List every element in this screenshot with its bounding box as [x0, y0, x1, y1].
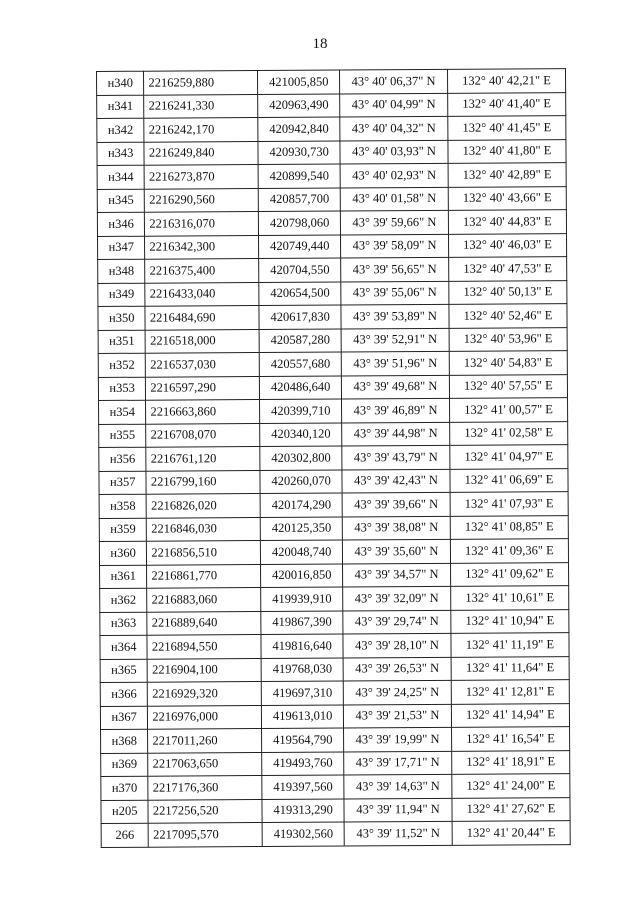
- table-row: [97, 210, 566, 236]
- point-name-cell: н353: [98, 377, 146, 401]
- longitude-cell: 132° 41' 12,81" E: [451, 680, 569, 704]
- y-coordinate-cell: 419397,560: [262, 775, 344, 799]
- y-coordinate-cell: 420016,850: [261, 564, 343, 588]
- longitude-cell: 132° 41' 00,57" E: [449, 398, 567, 422]
- x-coordinate-cell: 2216883,060: [147, 588, 261, 612]
- latitude-cell: 43° 40' 02,93" N: [340, 163, 448, 187]
- longitude-cell: 132° 41' 11,64" E: [451, 656, 569, 680]
- latitude-cell: 43° 39' 51,96" N: [341, 351, 449, 375]
- table-row: [101, 774, 570, 800]
- latitude-cell: 43° 39' 21,53" N: [343, 704, 451, 728]
- longitude-cell: 132° 41' 08,85" E: [450, 515, 568, 539]
- latitude-cell: 43° 39' 11,52" N: [344, 821, 452, 845]
- table-row: [99, 445, 568, 471]
- x-coordinate-cell: 2216708,070: [146, 423, 260, 447]
- longitude-cell: 132° 41' 10,94" E: [451, 609, 569, 633]
- point-name-cell: н356: [99, 447, 147, 471]
- y-coordinate-cell: 420857,700: [259, 188, 341, 212]
- longitude-cell: 132° 41' 09,36" E: [450, 539, 568, 563]
- latitude-cell: 43° 39' 42,43" N: [342, 469, 450, 493]
- longitude-cell: 132° 40' 41,45" E: [448, 116, 566, 140]
- y-coordinate-cell: 420557,680: [260, 352, 342, 376]
- latitude-cell: 43° 39' 55,06" N: [341, 281, 449, 305]
- longitude-cell: 132° 40' 41,80" E: [448, 139, 566, 163]
- longitude-cell: 132° 40' 43,66" E: [448, 186, 566, 210]
- y-coordinate-cell: 420260,070: [260, 470, 342, 494]
- point-name-cell: н340: [97, 71, 145, 95]
- point-name-cell: н364: [100, 635, 148, 659]
- y-coordinate-cell: 420749,440: [259, 235, 341, 259]
- y-coordinate-cell: 419313,290: [262, 798, 344, 822]
- x-coordinate-cell: 2216518,000: [145, 329, 259, 353]
- x-coordinate-cell: 2216259,880: [144, 71, 258, 95]
- y-coordinate-cell: 421005,850: [258, 70, 340, 94]
- x-coordinate-cell: 2216929,320: [148, 681, 262, 705]
- y-coordinate-cell: 420302,800: [260, 446, 342, 470]
- latitude-cell: 43° 39' 44,98" N: [342, 422, 450, 446]
- x-coordinate-cell: 2216537,030: [146, 353, 260, 377]
- latitude-cell: 43° 39' 26,53" N: [343, 657, 451, 681]
- latitude-cell: 43° 39' 24,25" N: [343, 680, 451, 704]
- latitude-cell: 43° 39' 38,08" N: [342, 516, 450, 540]
- point-name-cell: н360: [99, 541, 147, 565]
- table-row: [100, 656, 569, 682]
- latitude-cell: 43° 40' 03,93" N: [340, 140, 448, 164]
- x-coordinate-cell: 2216597,290: [146, 376, 260, 400]
- latitude-cell: 43° 39' 35,60" N: [342, 539, 450, 563]
- x-coordinate-cell: 2216856,510: [147, 541, 261, 565]
- latitude-cell: 43° 39' 29,74" N: [343, 610, 451, 634]
- point-name-cell: н358: [99, 494, 147, 518]
- table-row: [100, 586, 569, 612]
- table-row: [98, 233, 567, 259]
- latitude-cell: 43° 39' 53,89" N: [341, 304, 449, 328]
- table-row: [99, 398, 568, 424]
- longitude-cell: 132° 41' 11,19" E: [451, 633, 569, 657]
- point-name-cell: н361: [100, 565, 148, 589]
- x-coordinate-cell: 2216976,000: [148, 705, 262, 729]
- latitude-cell: 43° 39' 43,79" N: [342, 445, 450, 469]
- point-name-cell: н352: [98, 353, 146, 377]
- table-row: [98, 304, 567, 330]
- longitude-cell: 132° 41' 04,97" E: [450, 445, 568, 469]
- x-coordinate-cell: 2216894,550: [147, 635, 261, 659]
- point-name-cell: н368: [101, 729, 149, 753]
- latitude-cell: 43° 39' 52,91" N: [341, 328, 449, 352]
- x-coordinate-cell: 2216861,770: [147, 564, 261, 588]
- latitude-cell: 43° 40' 01,58" N: [340, 187, 448, 211]
- longitude-cell: 132° 41' 14,94" E: [451, 703, 569, 727]
- longitude-cell: 132° 40' 47,53" E: [449, 257, 567, 281]
- latitude-cell: 43° 39' 56,65" N: [341, 257, 449, 281]
- y-coordinate-cell: 419613,010: [262, 705, 344, 729]
- latitude-cell: 43° 40' 04,32" N: [340, 116, 448, 140]
- longitude-cell: 132° 40' 50,13" E: [449, 280, 567, 304]
- table-row: [98, 257, 567, 283]
- y-coordinate-cell: 420125,350: [261, 517, 343, 541]
- y-coordinate-cell: 419867,390: [261, 611, 343, 635]
- y-coordinate-cell: 420930,730: [258, 141, 340, 165]
- point-name-cell: н367: [100, 706, 148, 730]
- table-row: [100, 609, 569, 635]
- point-name-cell: н363: [100, 612, 148, 636]
- point-name-cell: н348: [98, 259, 146, 283]
- table-row: [98, 374, 567, 400]
- point-name-cell: н205: [101, 800, 149, 824]
- table-row: [97, 163, 566, 189]
- table-row: [97, 139, 566, 165]
- longitude-cell: 132° 40' 44,83" E: [448, 210, 566, 234]
- table-row: [97, 69, 566, 95]
- x-coordinate-cell: 2216249,840: [144, 141, 258, 165]
- point-name-cell: н345: [97, 189, 145, 213]
- point-name-cell: н370: [101, 776, 149, 800]
- longitude-cell: 132° 40' 42,89" E: [448, 163, 566, 187]
- longitude-cell: 132° 41' 24,00" E: [452, 774, 570, 798]
- longitude-cell: 132° 40' 52,46" E: [449, 304, 567, 328]
- y-coordinate-cell: 420587,280: [259, 329, 341, 353]
- table-row: [97, 116, 566, 142]
- y-coordinate-cell: 420486,640: [260, 376, 342, 400]
- table-row: [99, 539, 568, 565]
- longitude-cell: 132° 41' 16,54" E: [451, 727, 569, 751]
- table-row: [100, 703, 569, 729]
- y-coordinate-cell: 420704,550: [259, 258, 341, 282]
- longitude-cell: 132° 40' 54,83" E: [449, 351, 567, 375]
- x-coordinate-cell: 2216889,640: [147, 611, 261, 635]
- y-coordinate-cell: 420617,830: [259, 305, 341, 329]
- latitude-cell: 43° 39' 17,71" N: [344, 751, 452, 775]
- table-row: [101, 797, 570, 823]
- latitude-cell: 43° 39' 11,94" N: [344, 798, 452, 822]
- table-row: [101, 750, 570, 776]
- y-coordinate-cell: 419939,910: [261, 587, 343, 611]
- table-row: [99, 515, 568, 541]
- y-coordinate-cell: 420798,060: [259, 211, 341, 235]
- x-coordinate-cell: 2217063,650: [148, 752, 262, 776]
- y-coordinate-cell: 420899,540: [258, 164, 340, 188]
- latitude-cell: 43° 39' 49,68" N: [341, 375, 449, 399]
- point-name-cell: н362: [100, 588, 148, 612]
- y-coordinate-cell: 419493,760: [262, 751, 344, 775]
- x-coordinate-cell: 2216290,560: [145, 188, 259, 212]
- latitude-cell: 43° 39' 59,66" N: [340, 210, 448, 234]
- x-coordinate-cell: 2217095,570: [148, 822, 262, 846]
- table-row: [99, 421, 568, 447]
- table-row: [100, 562, 569, 588]
- x-coordinate-cell: 2216342,300: [145, 235, 259, 259]
- point-name-cell: н366: [100, 682, 148, 706]
- y-coordinate-cell: 420174,290: [260, 493, 342, 517]
- latitude-cell: 43° 39' 32,09" N: [343, 586, 451, 610]
- x-coordinate-cell: 2216761,120: [146, 447, 260, 471]
- point-name-cell: н359: [99, 518, 147, 542]
- longitude-cell: 132° 40' 53,96" E: [449, 327, 567, 351]
- y-coordinate-cell: 420048,740: [261, 540, 343, 564]
- y-coordinate-cell: 420942,840: [258, 117, 340, 141]
- table-row: [98, 280, 567, 306]
- longitude-cell: 132° 40' 57,55" E: [449, 374, 567, 398]
- x-coordinate-cell: 2216433,040: [145, 282, 259, 306]
- point-name-cell: н347: [98, 236, 146, 260]
- y-coordinate-cell: 419302,560: [262, 822, 344, 846]
- x-coordinate-cell: 2217176,360: [148, 775, 262, 799]
- table-row: [100, 680, 569, 706]
- latitude-cell: 43° 40' 06,37" N: [340, 69, 448, 93]
- point-name-cell: 266: [101, 823, 149, 847]
- y-coordinate-cell: 419697,310: [262, 681, 344, 705]
- latitude-cell: 43° 39' 58,09" N: [341, 234, 449, 258]
- y-coordinate-cell: 419768,030: [261, 658, 343, 682]
- longitude-cell: 132° 41' 09,62" E: [450, 562, 568, 586]
- longitude-cell: 132° 40' 41,40" E: [448, 92, 566, 116]
- longitude-cell: 132° 40' 42,21" E: [447, 69, 565, 93]
- point-name-cell: н354: [99, 400, 147, 424]
- y-coordinate-cell: 420399,710: [260, 399, 342, 423]
- point-name-cell: н349: [98, 283, 146, 307]
- longitude-cell: 132° 41' 27,62" E: [452, 797, 570, 821]
- point-name-cell: н342: [97, 118, 145, 142]
- longitude-cell: 132° 41' 20,44" E: [452, 821, 570, 845]
- coordinates-table: [96, 68, 571, 847]
- x-coordinate-cell: 2217256,520: [148, 799, 262, 823]
- y-coordinate-cell: 420963,490: [258, 94, 340, 118]
- latitude-cell: 43° 39' 14,63" N: [344, 774, 452, 798]
- y-coordinate-cell: 420340,120: [260, 423, 342, 447]
- table-row: [98, 327, 567, 353]
- longitude-cell: 132° 41' 07,93" E: [450, 492, 568, 516]
- table-row: [97, 186, 566, 212]
- latitude-cell: 43° 39' 39,66" N: [342, 492, 450, 516]
- page-number: 18: [312, 36, 328, 52]
- point-name-cell: н343: [97, 142, 145, 166]
- x-coordinate-cell: 2216904,100: [147, 658, 261, 682]
- table-row: [97, 92, 566, 118]
- latitude-cell: 43° 39' 28,10" N: [343, 633, 451, 657]
- x-coordinate-cell: 2216273,870: [144, 165, 258, 189]
- x-coordinate-cell: 2216316,070: [145, 212, 259, 236]
- table-row: [101, 727, 570, 753]
- x-coordinate-cell: 2216663,860: [146, 400, 260, 424]
- x-coordinate-cell: 2217011,260: [148, 728, 262, 752]
- y-coordinate-cell: 420654,500: [259, 282, 341, 306]
- longitude-cell: 132° 41' 02,58" E: [450, 421, 568, 445]
- point-name-cell: н350: [98, 306, 146, 330]
- longitude-cell: 132° 41' 10,61" E: [451, 586, 569, 610]
- y-coordinate-cell: 419564,790: [262, 728, 344, 752]
- point-name-cell: н346: [97, 212, 145, 236]
- table-row: [99, 468, 568, 494]
- table-row: [100, 633, 569, 659]
- latitude-cell: 43° 39' 19,99" N: [344, 727, 452, 751]
- longitude-cell: 132° 41' 06,69" E: [450, 468, 568, 492]
- x-coordinate-cell: 2216242,170: [144, 118, 258, 142]
- point-name-cell: н365: [100, 659, 148, 683]
- longitude-cell: 132° 40' 46,03" E: [448, 233, 566, 257]
- point-name-cell: н341: [97, 95, 145, 119]
- y-coordinate-cell: 419816,640: [261, 634, 343, 658]
- point-name-cell: н355: [99, 424, 147, 448]
- point-name-cell: н369: [101, 753, 149, 777]
- x-coordinate-cell: 2216241,330: [144, 94, 258, 118]
- longitude-cell: 132° 41' 18,91" E: [452, 750, 570, 774]
- table-row: [101, 821, 570, 847]
- table-row: [98, 351, 567, 377]
- point-name-cell: н357: [99, 471, 147, 495]
- table-row: [99, 492, 568, 518]
- x-coordinate-cell: 2216846,030: [147, 517, 261, 541]
- point-name-cell: н344: [97, 165, 145, 189]
- x-coordinate-cell: 2216826,020: [146, 494, 260, 518]
- x-coordinate-cell: 2216799,160: [146, 470, 260, 494]
- latitude-cell: 43° 39' 46,89" N: [342, 398, 450, 422]
- latitude-cell: 43° 39' 34,57" N: [343, 563, 451, 587]
- coordinates-table-body: [97, 69, 571, 847]
- latitude-cell: 43° 40' 04,99" N: [340, 93, 448, 117]
- x-coordinate-cell: 2216484,690: [145, 306, 259, 330]
- point-name-cell: н351: [98, 330, 146, 354]
- x-coordinate-cell: 2216375,400: [145, 259, 259, 283]
